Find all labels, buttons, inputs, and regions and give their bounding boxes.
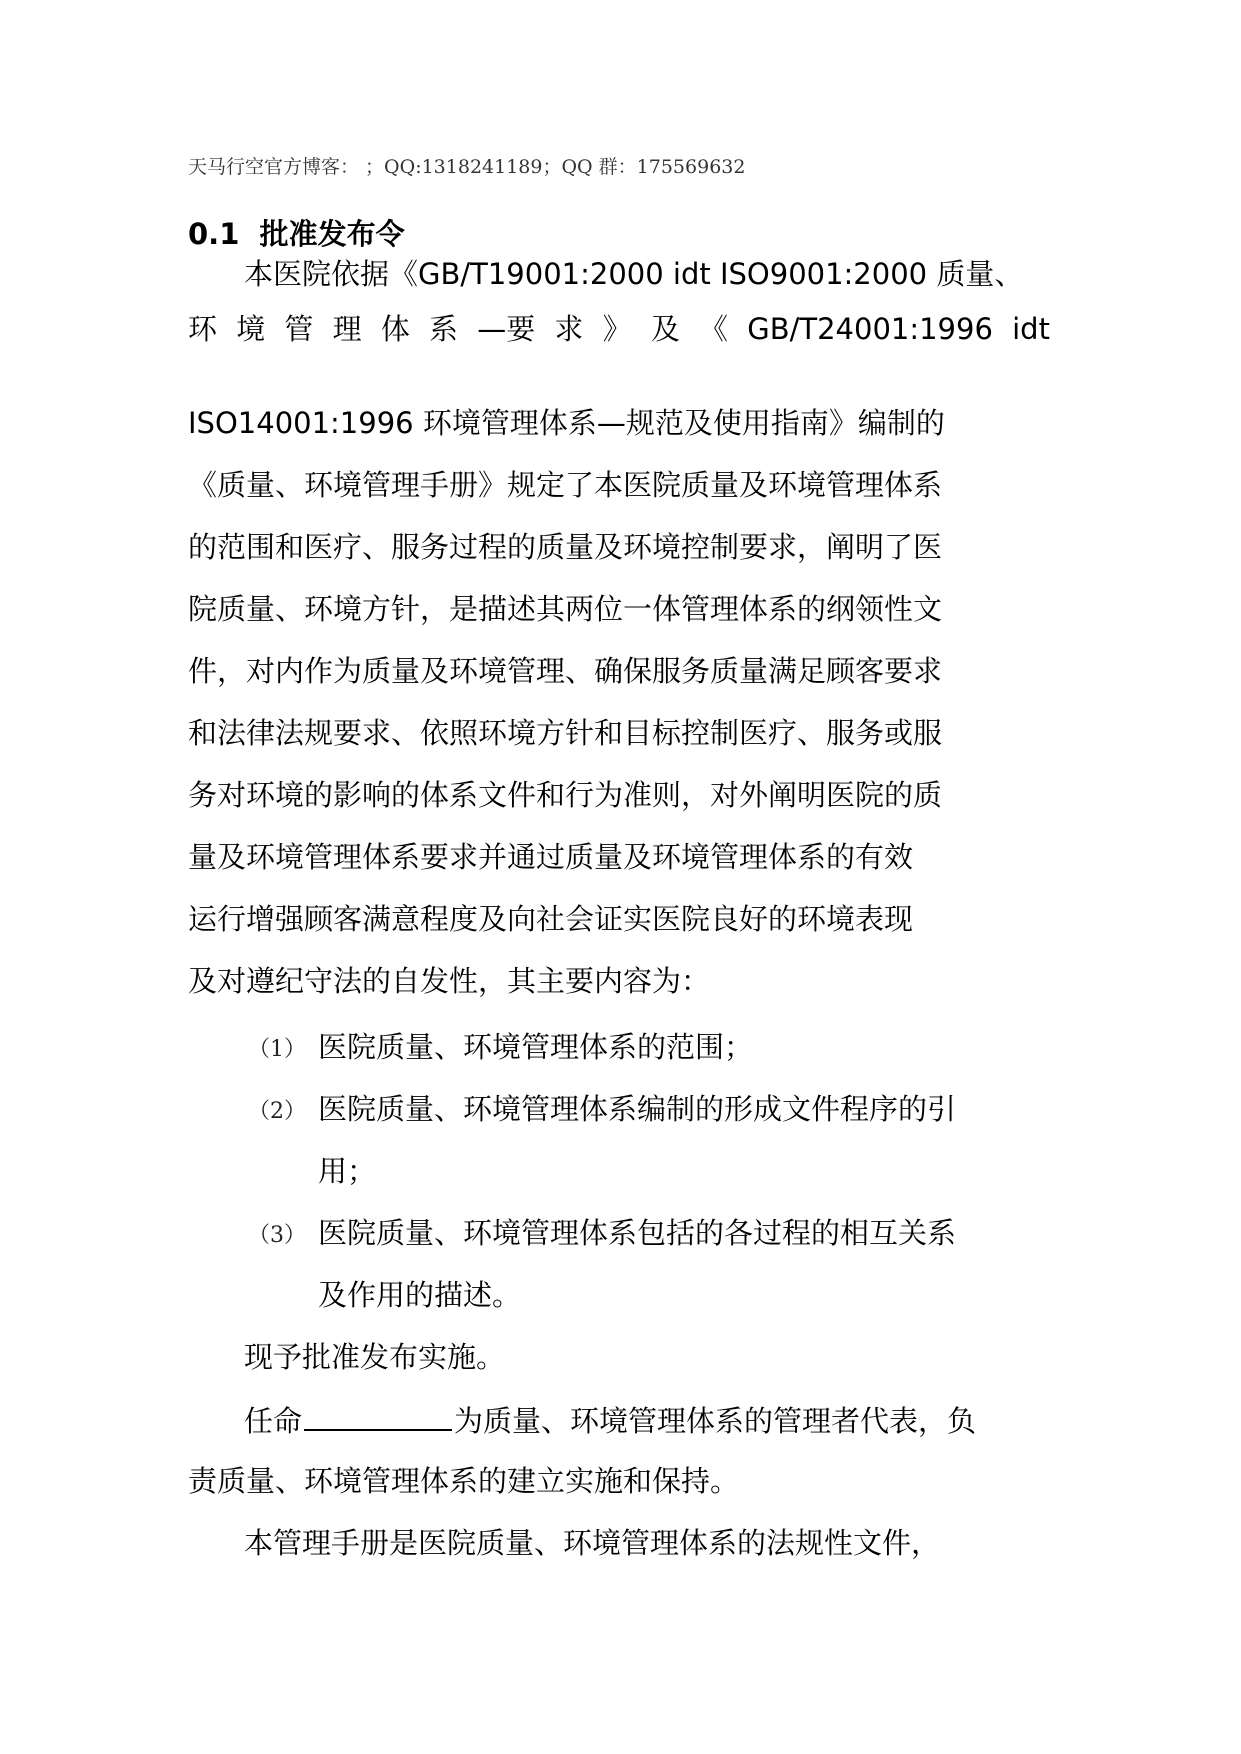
text-token: 《	[699, 312, 729, 346]
text-token: 及	[650, 312, 680, 346]
list-item-text: 医院质量、环境管理体系编制的形成文件程序的引	[318, 1092, 957, 1126]
text-token: GB/T24001:1996	[747, 312, 993, 346]
text-line: 量及环境管理体系要求并通过质量及环境管理体系的有效	[188, 840, 914, 874]
text-token: 》	[602, 312, 632, 346]
text-token: 管	[284, 312, 314, 346]
appointment-line	[244, 1399, 976, 1439]
list-item-number: （3）	[248, 1223, 306, 1248]
closing-line: 本管理手册是医院质量、环境管理体系的法规性文件，	[244, 1526, 941, 1560]
text-token: 求	[554, 312, 584, 346]
list-item-number: （2）	[248, 1099, 306, 1124]
text-token: 体	[380, 312, 410, 346]
text-token: 环	[188, 312, 218, 346]
section-title: 批准发布令	[259, 217, 405, 251]
appointment-suffix: 为质量、环境管理体系的管理者代表，负	[454, 1404, 977, 1438]
text-token: 境	[236, 312, 266, 346]
text-token: idt	[1012, 312, 1050, 346]
list-item-text: 及作用的描述。	[318, 1278, 522, 1312]
page-header: 天马行空官方博客： ；QQ:1318241189；QQ 群：175569632	[188, 156, 746, 178]
text-token: 系	[429, 312, 459, 346]
text-line: 运行增强顾客满意程度及向社会证实医院良好的环境表现	[188, 902, 914, 936]
text-line: ISO14001:1996 环境管理体系—规范及使用指南》编制的	[188, 406, 945, 440]
name-blank-field[interactable]	[304, 1399, 452, 1431]
list-item-text: 医院质量、环境管理体系的范围；	[318, 1030, 754, 1064]
text-line: 件，对内作为质量及环境管理、确保服务质量满足顾客要求	[188, 654, 943, 688]
text-line: 院质量、环境方针，是描述其两位一体管理体系的纲领性文	[188, 592, 943, 626]
section-heading	[188, 212, 405, 253]
text-line: 和法律法规要求、依照环境方针和目标控制医疗、服务或服	[188, 716, 943, 750]
text-line: 《质量、环境管理手册》规定了本医院质量及环境管理体系	[188, 468, 943, 502]
text-line-justified	[188, 309, 1050, 349]
text-line: 的范围和医疗、服务过程的质量及环境控制要求，阐明了医	[188, 530, 943, 564]
list-item-text: 用；	[318, 1154, 377, 1188]
text-line: 本医院依据《GB/T19001:2000 idt ISO9001:2000 质量、	[244, 257, 1024, 291]
list-item-text: 医院质量、环境管理体系包括的各过程的相互关系	[318, 1216, 957, 1250]
appointment-prefix: 任命	[244, 1404, 303, 1438]
section-number: 0.1	[188, 217, 240, 251]
approval-statement: 现予批准发布实施。	[244, 1340, 506, 1374]
list-item-number: （1）	[248, 1037, 306, 1062]
text-token: 理	[332, 312, 362, 346]
text-line: 务对环境的影响的体系文件和行为准则，对外阐明医院的质	[188, 778, 943, 812]
text-line: 责质量、环境管理体系的建立实施和保持。	[188, 1464, 740, 1498]
text-token: —要	[477, 312, 536, 346]
text-line: 及对遵纪守法的自发性，其主要内容为：	[188, 964, 711, 998]
